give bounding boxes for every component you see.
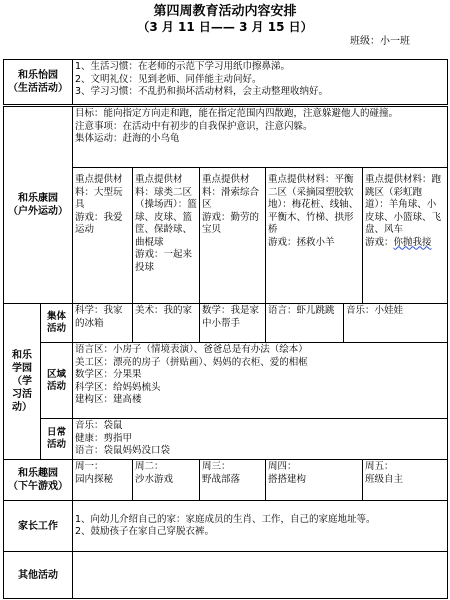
parents-label: 家长工作 — [4, 501, 73, 552]
parents-item-2: 2、鼓励孩子在家自己穿脱衣裤。 — [75, 526, 215, 537]
games-day-1 — [73, 460, 133, 501]
life-label-line2: （生活活动） — [8, 83, 68, 94]
region-item-1: 语言区：小房子（情境表演）、爸爸总是有办法（绘本） — [75, 344, 308, 355]
learning-group-label — [41, 304, 73, 343]
learning-daily-label-l1: 日常 — [46, 427, 66, 438]
learning-daily-label-l2: 活动 — [46, 439, 66, 450]
games-day-4-activity: 搭搭建构 — [268, 473, 307, 485]
learning-region-content — [73, 343, 448, 419]
health-area-5-text: 重点提供材料：跑跳区（彩虹跑道）：羊角球、小皮球、小篮球、飞盘、风车 — [365, 174, 442, 235]
learning-daily-content — [73, 419, 448, 460]
games-day-5 — [363, 460, 448, 501]
learning-label-line5: 动） — [12, 402, 32, 413]
learning-row-group — [4, 304, 448, 343]
learning-label-line4: 习活 — [12, 389, 32, 400]
games-label-line2: （下午游戏） — [8, 481, 68, 492]
games-day-3 — [200, 460, 266, 501]
schedule-table — [3, 59, 448, 599]
health-goal: 目标：能向指定方向走和跑，能在指定范围内四散跑，注意躲避他人的碰撞。 — [75, 108, 399, 119]
daily-item-2: 健康：剪指甲 — [75, 432, 133, 444]
games-day-1-activity: 园内探秘 — [75, 473, 114, 485]
health-area-1 — [73, 168, 133, 304]
daily-item-3: 语言：袋鼠妈妈没口袋 — [75, 445, 171, 456]
learning-region-label-l2: 活动 — [46, 380, 66, 392]
health-label — [4, 106, 73, 304]
games-label — [4, 460, 73, 501]
life-item-2: 2、文明礼仪：见到老师、同伴能主动问好。 — [75, 73, 262, 85]
life-content — [73, 60, 448, 106]
health-label-line2: （户外运动） — [8, 206, 68, 217]
document-header — [0, 0, 450, 35]
region-item-2: 美工区：漂亮的房子（拼贴画）、妈妈的衣柜、爱的相框 — [75, 356, 308, 368]
parents-item-1: 1、向幼儿介绍自己的家：家庭成员的生肖、工作，自己的家庭地址等。 — [75, 513, 376, 525]
class-value: 小一班 — [380, 36, 410, 47]
learning-label — [4, 304, 41, 460]
learning-group-label-l1: 集体 — [46, 311, 66, 322]
health-note: 注意事项：在活动中有初步的自我保护意识，注意闪躲。 — [75, 120, 313, 132]
games-row — [4, 460, 448, 501]
other-content — [73, 552, 448, 599]
health-area-4 — [266, 168, 363, 304]
health-area-2 — [133, 168, 200, 304]
health-area-4-text: 重点提供材料：平衡二区（采摘园塑胶软地）：梅花桩、线轴、平衡木、竹梯、拱形桥 游戏：拯救小羊 — [268, 174, 359, 248]
games-day-3-name: 周三： — [202, 461, 231, 472]
health-area-3-text: 重点提供材料：滑索综合区 游戏：勤劳的宝贝 — [202, 174, 260, 235]
life-item-1: 1、生活习惯：在老师的示范下学习用纸巾擦鼻涕。 — [75, 61, 291, 72]
games-day-5-name: 周五： — [365, 461, 394, 472]
region-item-5: 建构区：建高楼 — [75, 394, 142, 405]
learning-label-line3: （学 — [12, 376, 32, 387]
health-info — [73, 106, 448, 168]
learning-row-daily — [4, 419, 448, 460]
games-day-4-name: 周四： — [268, 461, 297, 472]
learning-group-label-l2: 活动 — [46, 323, 66, 334]
learning-row-region — [4, 343, 448, 419]
health-group: 集体运动：赶海的小乌龟 — [75, 133, 180, 144]
learning-region-label — [41, 343, 73, 419]
class-label: 班级： — [350, 36, 380, 47]
class-line — [0, 35, 450, 49]
games-day-4 — [266, 460, 363, 501]
life-label — [4, 60, 73, 106]
learning-group-2: 美术：我的家 — [133, 304, 200, 343]
learning-label-line1: 和乐 — [12, 350, 32, 361]
health-area-3 — [200, 168, 266, 304]
games-day-1-name: 周一： — [75, 461, 104, 472]
learning-label-line2: 学园 — [12, 363, 32, 374]
health-area-1-text: 重点提供材料：大型玩具 游戏：我爱运动 — [75, 174, 123, 235]
other-row — [4, 552, 448, 599]
games-day-2-name: 周二： — [135, 461, 164, 472]
health-area-5 — [363, 168, 448, 304]
games-label-line1: 和乐趣园 — [18, 468, 58, 479]
health-area-2-text: 重点提供材料：球类二区（操场西）：篮球、皮球、篮筐、保龄球、曲棍球 游戏：一起来投球 — [135, 174, 197, 273]
parents-content — [73, 501, 448, 552]
games-day-2 — [133, 460, 200, 501]
health-area-5-game: 你抛我接 — [393, 236, 432, 248]
learning-group-3: 数学：我是家中小帮手 — [200, 304, 266, 343]
life-label-line1: 和乐怡园 — [18, 70, 58, 81]
document-title: 第四周教育活动内容安排 — [153, 4, 297, 19]
date-range: （3 月 11 日—— 3 月 15 日） — [137, 20, 313, 34]
region-item-4: 科学区：给妈妈梳头 — [75, 381, 161, 393]
games-day-3-activity: 野战部落 — [202, 473, 241, 485]
daily-item-1: 音乐：袋鼠 — [75, 420, 123, 431]
learning-group-5: 音乐：小娃娃 — [344, 304, 448, 343]
learning-region-label-l1: 区域 — [46, 368, 66, 380]
parents-row — [4, 501, 448, 552]
health-label-line1: 和乐康园 — [18, 193, 58, 204]
learning-daily-label — [41, 419, 73, 460]
health-row-top — [4, 106, 448, 168]
learning-group-4: 语言：虾儿跳跳 — [266, 304, 344, 343]
health-area-5-game-label: 游戏： — [365, 236, 394, 248]
life-row — [4, 60, 448, 106]
learning-group-1: 科学：我家的冰箱 — [73, 304, 133, 343]
life-item-3: 3、学习习惯：不乱扔和损坏活动材料，会主动整理收纳好。 — [75, 86, 329, 97]
games-day-2-activity: 沙水游戏 — [135, 473, 174, 485]
games-day-5-activity: 班级自主 — [365, 473, 404, 485]
other-label: 其他活动 — [4, 552, 73, 599]
region-item-3: 数学区：分果果 — [75, 369, 142, 380]
